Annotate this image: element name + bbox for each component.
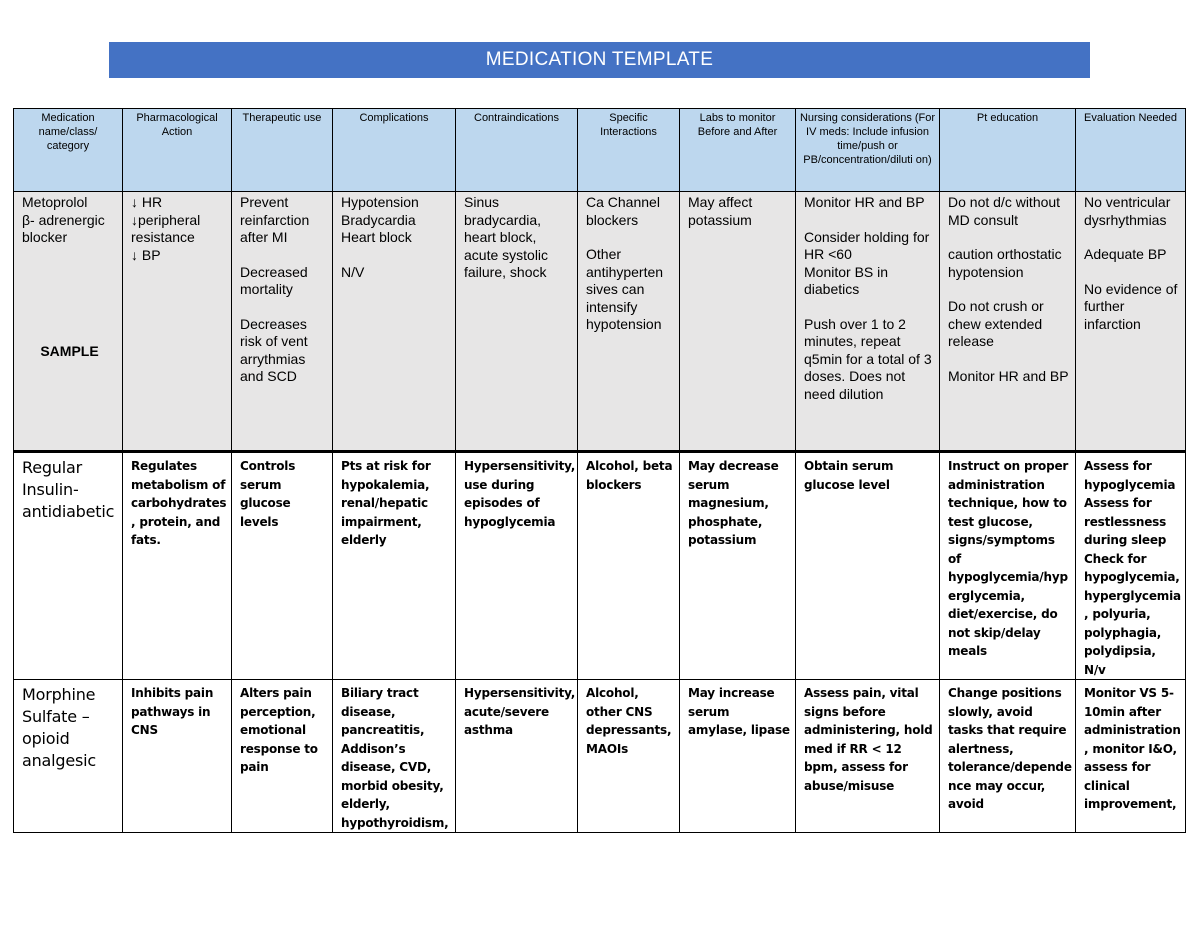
drug-cell: Morphine Sulfate – opioid analgesic — [14, 680, 123, 833]
table-row — [14, 680, 1186, 833]
labs-cell: May decrease serum magnesium, phosphate, potassium — [680, 452, 796, 680]
header-cell: Nursing considerations (For IV meds: Include infusion time/push or PB/concentration/diluti on) — [796, 109, 940, 192]
medication-table — [13, 108, 1186, 833]
sample-label: SAMPLE — [40, 342, 99, 359]
drug-class: β- adrenergic blocker — [22, 211, 109, 245]
header-cell: Pt education — [940, 109, 1076, 192]
table-row — [14, 452, 1186, 680]
header-cell: Pharmacological Action — [123, 109, 232, 192]
complications-cell: Pts at risk for hypokalemia, renal/hepatic impairment, elderly — [333, 452, 456, 680]
interactions-cell: Alcohol, beta blockers — [578, 452, 680, 680]
header-cell: Complications — [333, 109, 456, 192]
header-cell: Medication name/class/ category — [14, 109, 123, 192]
drug-name: Metoprolol — [22, 194, 88, 210]
sample-action-cell: ↓ HR ↓peripheral resistance ↓ BP — [123, 192, 232, 452]
page-title: MEDICATION TEMPLATE — [109, 42, 1090, 78]
header-cell: Labs to monitor Before and After — [680, 109, 796, 192]
sample-interactions-cell: Ca Channel blockers Other antihyperten sives can intensify hypotension — [578, 192, 680, 452]
sample-drug-cell — [14, 192, 123, 452]
contraindications-cell: Hypersensitivity, use during episodes of hypoglycemia — [456, 452, 578, 680]
therapeutic-cell: Controls serum glucose levels — [232, 452, 333, 680]
header-cell: Specific Interactions — [578, 109, 680, 192]
contraindications-cell: Hypersensitivity, acute/severe asthma — [456, 680, 578, 833]
labs-cell: May increase serum amylase, lipase — [680, 680, 796, 833]
drug-cell: Regular Insulin- antidiabetic — [14, 452, 123, 680]
sample-nursing-cell: Monitor HR and BP Consider holding for HR <60 Monitor BS in diabetics Push over 1 to 2 minutes, repeat q5min for a total of 3 doses. Does not need dilution — [796, 192, 940, 452]
nursing-cell: Obtain serum glucose level — [796, 452, 940, 680]
evaluation-cell: Assess for hypoglycemia Assess for restlessness during sleep Check for hypoglycemia, hyperglycemia , polyuria, polyphagia, polydipsia, N/v — [1076, 452, 1186, 680]
sample-education-cell: Do not d/c without MD consult caution orthostatic hypotension Do not crush or chew extended release Monitor HR and BP — [940, 192, 1076, 452]
sample-contraindications-cell: Sinus bradycardia, heart block, acute systolic failure, shock — [456, 192, 578, 452]
header-cell: Therapeutic use — [232, 109, 333, 192]
interactions-cell: Alcohol, other CNS depressants, MAOIs — [578, 680, 680, 833]
action-cell: Inhibits pain pathways in CNS — [123, 680, 232, 833]
sample-row — [14, 192, 1186, 452]
education-cell: Change positions slowly, avoid tasks that require alertness, tolerance/depende nce may occur, avoid — [940, 680, 1076, 833]
header-row — [14, 109, 1186, 192]
education-cell: Instruct on proper administration technique, how to test glucose, signs/symptoms of hypoglycemia/hyp erglycemia, diet/exercise, do not skip/delay meals — [940, 452, 1076, 680]
sample-complications-cell: Hypotension Bradycardia Heart block N/V — [333, 192, 456, 452]
header-cell: Evaluation Needed — [1076, 109, 1186, 192]
header-cell: Contraindications — [456, 109, 578, 192]
sample-labs-cell: May affect potassium — [680, 192, 796, 452]
therapeutic-cell: Alters pain perception, emotional response to pain — [232, 680, 333, 833]
complications-cell: Biliary tract disease, pancreatitis, Addison’s disease, CVD, morbid obesity, elderly, hypothyroidism, — [333, 680, 456, 833]
action-cell: Regulates metabolism of carbohydrates , protein, and fats. — [123, 452, 232, 680]
sample-therapeutic-cell: Prevent reinfarction after MI Decreased mortality Decreases risk of vent arrythmias and SCD — [232, 192, 333, 452]
sample-evaluation-cell: No ventricular dysrhythmias Adequate BP No evidence of further infarction — [1076, 192, 1186, 452]
evaluation-cell: Monitor VS 5-10min after administration , monitor I&O, assess for clinical improvement, — [1076, 680, 1186, 833]
nursing-cell: Assess pain, vital signs before administering, hold med if RR < 12 bpm, assess for abuse/misuse — [796, 680, 940, 833]
